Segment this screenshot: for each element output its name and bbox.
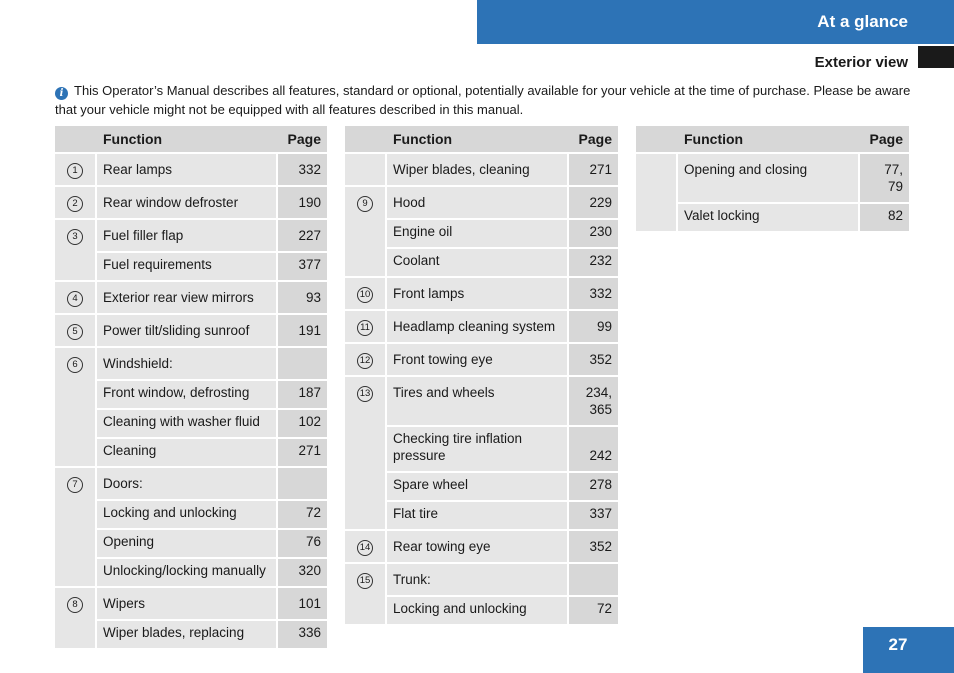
page-cell: 337 (567, 502, 618, 529)
table-row (55, 468, 327, 499)
page-cell: 332 (276, 154, 327, 185)
page-cell: 82 (858, 204, 909, 231)
function-cell: Locking and unlocking (387, 597, 567, 624)
function-cell: Power tilt/sliding sunroof (97, 315, 276, 346)
page-column-header: Page (276, 126, 327, 152)
page-cell: 102 (276, 410, 327, 437)
page-cell: 232 (567, 249, 618, 276)
function-cell: Trunk: (387, 564, 567, 595)
page-cell: 332 (567, 278, 618, 309)
page-cell: 227 (276, 220, 327, 251)
callout-number: 2 (67, 196, 83, 212)
function-column-header: Function (97, 126, 276, 152)
table-row (55, 154, 327, 185)
callout-number: 3 (67, 229, 83, 245)
function-cell: Front window, defrosting (97, 381, 276, 408)
function-cell: Opening (97, 530, 276, 557)
table-row (345, 187, 618, 218)
function-cell: Tires and wheels (387, 377, 567, 425)
page-column-header: Page (858, 126, 909, 152)
page-cell: 234, 365 (567, 377, 618, 425)
table-row (345, 564, 618, 595)
function-cell: Spare wheel (387, 473, 567, 500)
page-cell: 242 (567, 427, 618, 471)
callout-number: 13 (357, 386, 373, 402)
function-cell: Rear towing eye (387, 531, 567, 562)
function-cell: Rear window defroster (97, 187, 276, 218)
function-cell: Rear lamps (97, 154, 276, 185)
function-column-header: Function (678, 126, 858, 152)
callout-number: 9 (357, 196, 373, 212)
table-row (55, 282, 327, 313)
section-tab-marker (918, 46, 954, 68)
page-cell: 101 (276, 588, 327, 619)
number-column-header (345, 126, 387, 152)
page-cell: 76 (276, 530, 327, 557)
table-row (345, 311, 618, 342)
page-cell (276, 348, 327, 379)
header-bar (477, 0, 954, 44)
page-cell: 352 (567, 531, 618, 562)
reference-table-3 (636, 124, 909, 233)
callout-number: 4 (67, 291, 83, 307)
callout-number: 12 (357, 353, 373, 369)
table-row (55, 315, 327, 346)
page-cell: 352 (567, 344, 618, 375)
page-cell: 93 (276, 282, 327, 313)
page-cell: 190 (276, 187, 327, 218)
section-title: Exterior view (814, 54, 908, 71)
page-cell: 271 (276, 439, 327, 466)
page-cell: 187 (276, 381, 327, 408)
callout-number: 10 (357, 287, 373, 303)
table-row (55, 187, 327, 218)
page-cell (276, 468, 327, 499)
page-cell: 377 (276, 253, 327, 280)
page-cell: 320 (276, 559, 327, 586)
table-row (345, 154, 618, 185)
function-cell: Cleaning (97, 439, 276, 466)
function-cell: Windshield: (97, 348, 276, 379)
function-cell: Fuel filler flap (97, 220, 276, 251)
info-note-text: This Operator’s Manual describes all features, standard or optional, potentially available for your vehicle at the time of purchase. Please be aware that your vehicle might not be equipped with all features described in this manual. (55, 83, 911, 117)
function-column-header: Function (387, 126, 567, 152)
callout-number: 1 (67, 163, 83, 179)
page-cell (567, 564, 618, 595)
page-number-box (863, 627, 954, 673)
number-column-header (55, 126, 97, 152)
function-cell: Wipers (97, 588, 276, 619)
function-cell: Unlocking/locking manually (97, 559, 276, 586)
function-cell: Flat tire (387, 502, 567, 529)
callout-number: 15 (357, 573, 373, 589)
page-cell: 278 (567, 473, 618, 500)
page-column-header: Page (567, 126, 618, 152)
table-row (55, 220, 327, 251)
function-cell: Headlamp cleaning system (387, 311, 567, 342)
function-cell: Opening and closing (678, 154, 858, 202)
function-cell: Coolant (387, 249, 567, 276)
table-row (345, 344, 618, 375)
function-cell: Locking and unlocking (97, 501, 276, 528)
page-cell: 191 (276, 315, 327, 346)
page-cell: 229 (567, 187, 618, 218)
chapter-title: At a glance (817, 12, 908, 31)
function-cell: Wiper blades, cleaning (387, 154, 567, 185)
function-cell: Fuel requirements (97, 253, 276, 280)
table-row (345, 377, 618, 425)
number-column-header (636, 126, 678, 152)
table-row (55, 588, 327, 619)
callout-number: 5 (67, 324, 83, 340)
callout-number: 6 (67, 357, 83, 373)
table-row (345, 278, 618, 309)
function-cell: Front towing eye (387, 344, 567, 375)
function-cell: Doors: (97, 468, 276, 499)
page-cell: 77, 79 (858, 154, 909, 202)
function-cell: Wiper blades, replacing (97, 621, 276, 648)
table-row (345, 531, 618, 562)
function-cell: Cleaning with washer fluid (97, 410, 276, 437)
page-cell: 72 (567, 597, 618, 624)
page-number: 27 (888, 635, 908, 654)
function-cell: Hood (387, 187, 567, 218)
page-cell: 336 (276, 621, 327, 648)
reference-table-1 (55, 124, 327, 650)
info-note (55, 82, 911, 119)
reference-table-2 (345, 124, 618, 626)
table-row (55, 348, 327, 379)
callout-number: 14 (357, 540, 373, 556)
table-row (636, 154, 909, 202)
callout-number: 11 (357, 320, 373, 336)
function-cell: Exterior rear view mirrors (97, 282, 276, 313)
callout-number: 8 (67, 597, 83, 613)
page-cell: 99 (567, 311, 618, 342)
callout-number: 7 (67, 477, 83, 493)
info-icon: i (55, 87, 68, 100)
function-cell: Valet locking (678, 204, 858, 231)
function-cell: Checking tire inflation pressure (387, 427, 567, 471)
page-cell: 271 (567, 154, 618, 185)
page-cell: 230 (567, 220, 618, 247)
page-cell: 72 (276, 501, 327, 528)
function-cell: Front lamps (387, 278, 567, 309)
function-cell: Engine oil (387, 220, 567, 247)
